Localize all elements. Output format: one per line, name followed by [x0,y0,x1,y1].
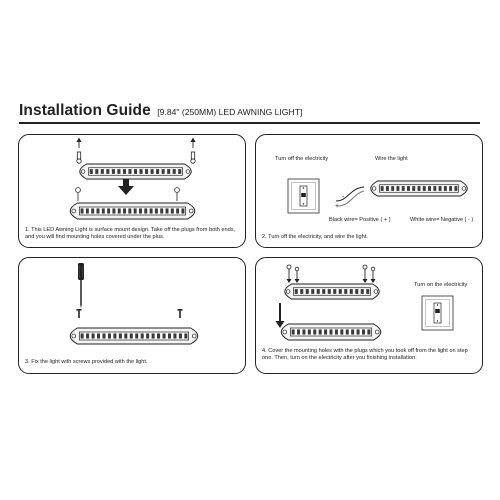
led-dot [107,208,110,213]
led-dot [396,186,399,191]
led-dot [313,329,316,334]
led-dot [135,333,138,338]
screw-left-icon [77,309,82,318]
led-dot [339,289,342,294]
led-dot [92,333,95,338]
led-dot [123,208,126,213]
led-dot [160,208,163,213]
title-underline [19,122,480,124]
step-2-illustration [256,135,484,249]
led-dot [173,333,176,338]
led-dot [367,329,370,334]
led-dot [97,333,100,338]
led-dot [362,329,365,334]
screwdriver-icon [78,263,84,308]
led-dot [319,329,322,334]
led-dot [311,289,314,294]
label-wire-the-light: Wire the light [375,156,408,162]
led-dot [381,186,384,191]
led-dot [412,186,415,191]
down-arrow-icon [118,179,134,195]
led-dot [86,208,89,213]
led-dot [297,329,300,334]
led-dot [124,333,127,338]
led-dot [134,169,137,174]
led-light-bar [281,324,381,340]
led-dot [157,333,160,338]
led-dot [350,289,353,294]
led-dot [90,169,93,174]
led-dot [361,289,364,294]
step-4-panel [255,257,483,374]
led-dot [351,329,354,334]
led-dot [333,289,336,294]
led-dot [150,208,153,213]
led-dot [433,186,436,191]
wire-icon [336,187,364,206]
led-light-bar [80,164,192,179]
led-dot [407,186,410,191]
led-dot [355,289,358,294]
led-dot [96,208,99,213]
led-dot [139,169,142,174]
led-dot [402,186,405,191]
label-white-wire: White wire= Negative ( - ) [410,217,474,223]
led-dot [166,208,169,213]
led-dot [344,289,347,294]
led-dot [366,289,369,294]
led-dot [322,289,325,294]
led-dot [141,333,144,338]
led-dot [168,333,171,338]
led-dot [317,289,320,294]
led-dot [119,333,122,338]
led-dot [423,186,426,191]
step-2-panel [255,134,483,248]
step-1-panel [18,134,246,248]
led-dot [145,169,148,174]
plug-removed-left [77,138,82,164]
led-dot [324,329,327,334]
guide-title-main: Installation Guide [19,102,151,119]
led-dot [152,333,155,338]
step-3-illustration [19,258,247,375]
led-dot [102,208,105,213]
led-dot [128,208,131,213]
led-dot [108,333,111,338]
plug-left [76,188,81,201]
led-dot [113,333,116,338]
led-dot [178,169,181,174]
led-dot [139,208,142,213]
wall-switch-on-icon [422,296,453,330]
plug-insert-right [363,265,376,283]
led-dot [151,169,154,174]
led-dot [171,208,174,213]
led-dot [391,186,394,191]
led-dot [176,208,179,213]
led-dot [328,289,331,294]
led-dot [295,289,298,294]
led-dot [335,329,338,334]
led-dot [167,169,170,174]
led-dot [128,169,131,174]
led-dot [329,329,332,334]
led-dot [146,333,149,338]
guide-title-sub: [9.84" (250MM) LED AWNING LIGHT] [157,107,303,117]
led-dot [118,208,121,213]
step-3-caption: 3. Fix the light with screws provided with the light. [25,359,148,365]
led-dot [163,333,166,338]
label-minus: - [342,194,345,201]
led-dot [102,333,105,338]
label-plus: + [335,203,340,210]
led-dot [86,333,89,338]
led-dot [101,169,104,174]
down-arrow-icon [276,303,285,328]
led-dot [454,186,457,191]
led-dot [449,186,452,191]
step-4-caption: 4. Cover the mounting holes with the plugs which you took off from the light on step one. Then, turn on the electricity after you finishing installation. [262,348,468,362]
led-dot [181,208,184,213]
led-dot [134,208,137,213]
led-dot [81,333,84,338]
led-light-bar [70,328,198,344]
led-dot [306,289,309,294]
led-dot [162,169,165,174]
led-dot [155,208,158,213]
led-dot [428,186,431,191]
plug-right [175,188,180,201]
label-turn-off-electricity: Turn off the electricity [275,156,329,162]
screw-right-icon [178,309,183,318]
step-2-caption: 2. Turn off the electricity, and wire the light. [262,234,368,240]
led-dot [444,186,447,191]
led-dot [179,333,182,338]
led-dot [302,329,305,334]
led-dot [386,186,389,191]
led-light-bar [285,284,380,299]
led-dot [292,329,295,334]
led-dot [308,329,311,334]
led-dot [117,169,120,174]
led-dot [173,169,176,174]
led-dot [91,208,94,213]
guide-title [19,102,302,120]
step-3-panel [18,257,246,374]
led-dot [357,329,360,334]
wall-switch-off-icon [288,179,319,213]
led-dot [340,329,343,334]
led-dot [418,186,421,191]
led-dot [112,208,115,213]
led-dot [300,289,303,294]
led-dot [439,186,442,191]
led-dot [123,169,126,174]
plug-insert-left [287,265,300,283]
led-dot [95,169,98,174]
plug-removed-right [191,138,196,164]
led-dot [81,208,84,213]
led-dot [130,333,133,338]
label-black-wire: Black wire= Positive ( + ) [329,217,391,223]
led-dot [144,208,147,213]
led-dot [106,169,109,174]
led-dot [112,169,115,174]
step-1-caption: 1. This LED Awning Light is surface mount design. Take off the plugs from both ends, and you will find mounting holes covered under the plus. [25,227,236,241]
led-light-bar [371,181,468,196]
led-dot [184,333,187,338]
label-turn-on-electricity: Turn on the electricity [414,282,468,288]
led-dot [156,169,159,174]
led-dot [346,329,349,334]
led-light-bar [70,203,195,219]
